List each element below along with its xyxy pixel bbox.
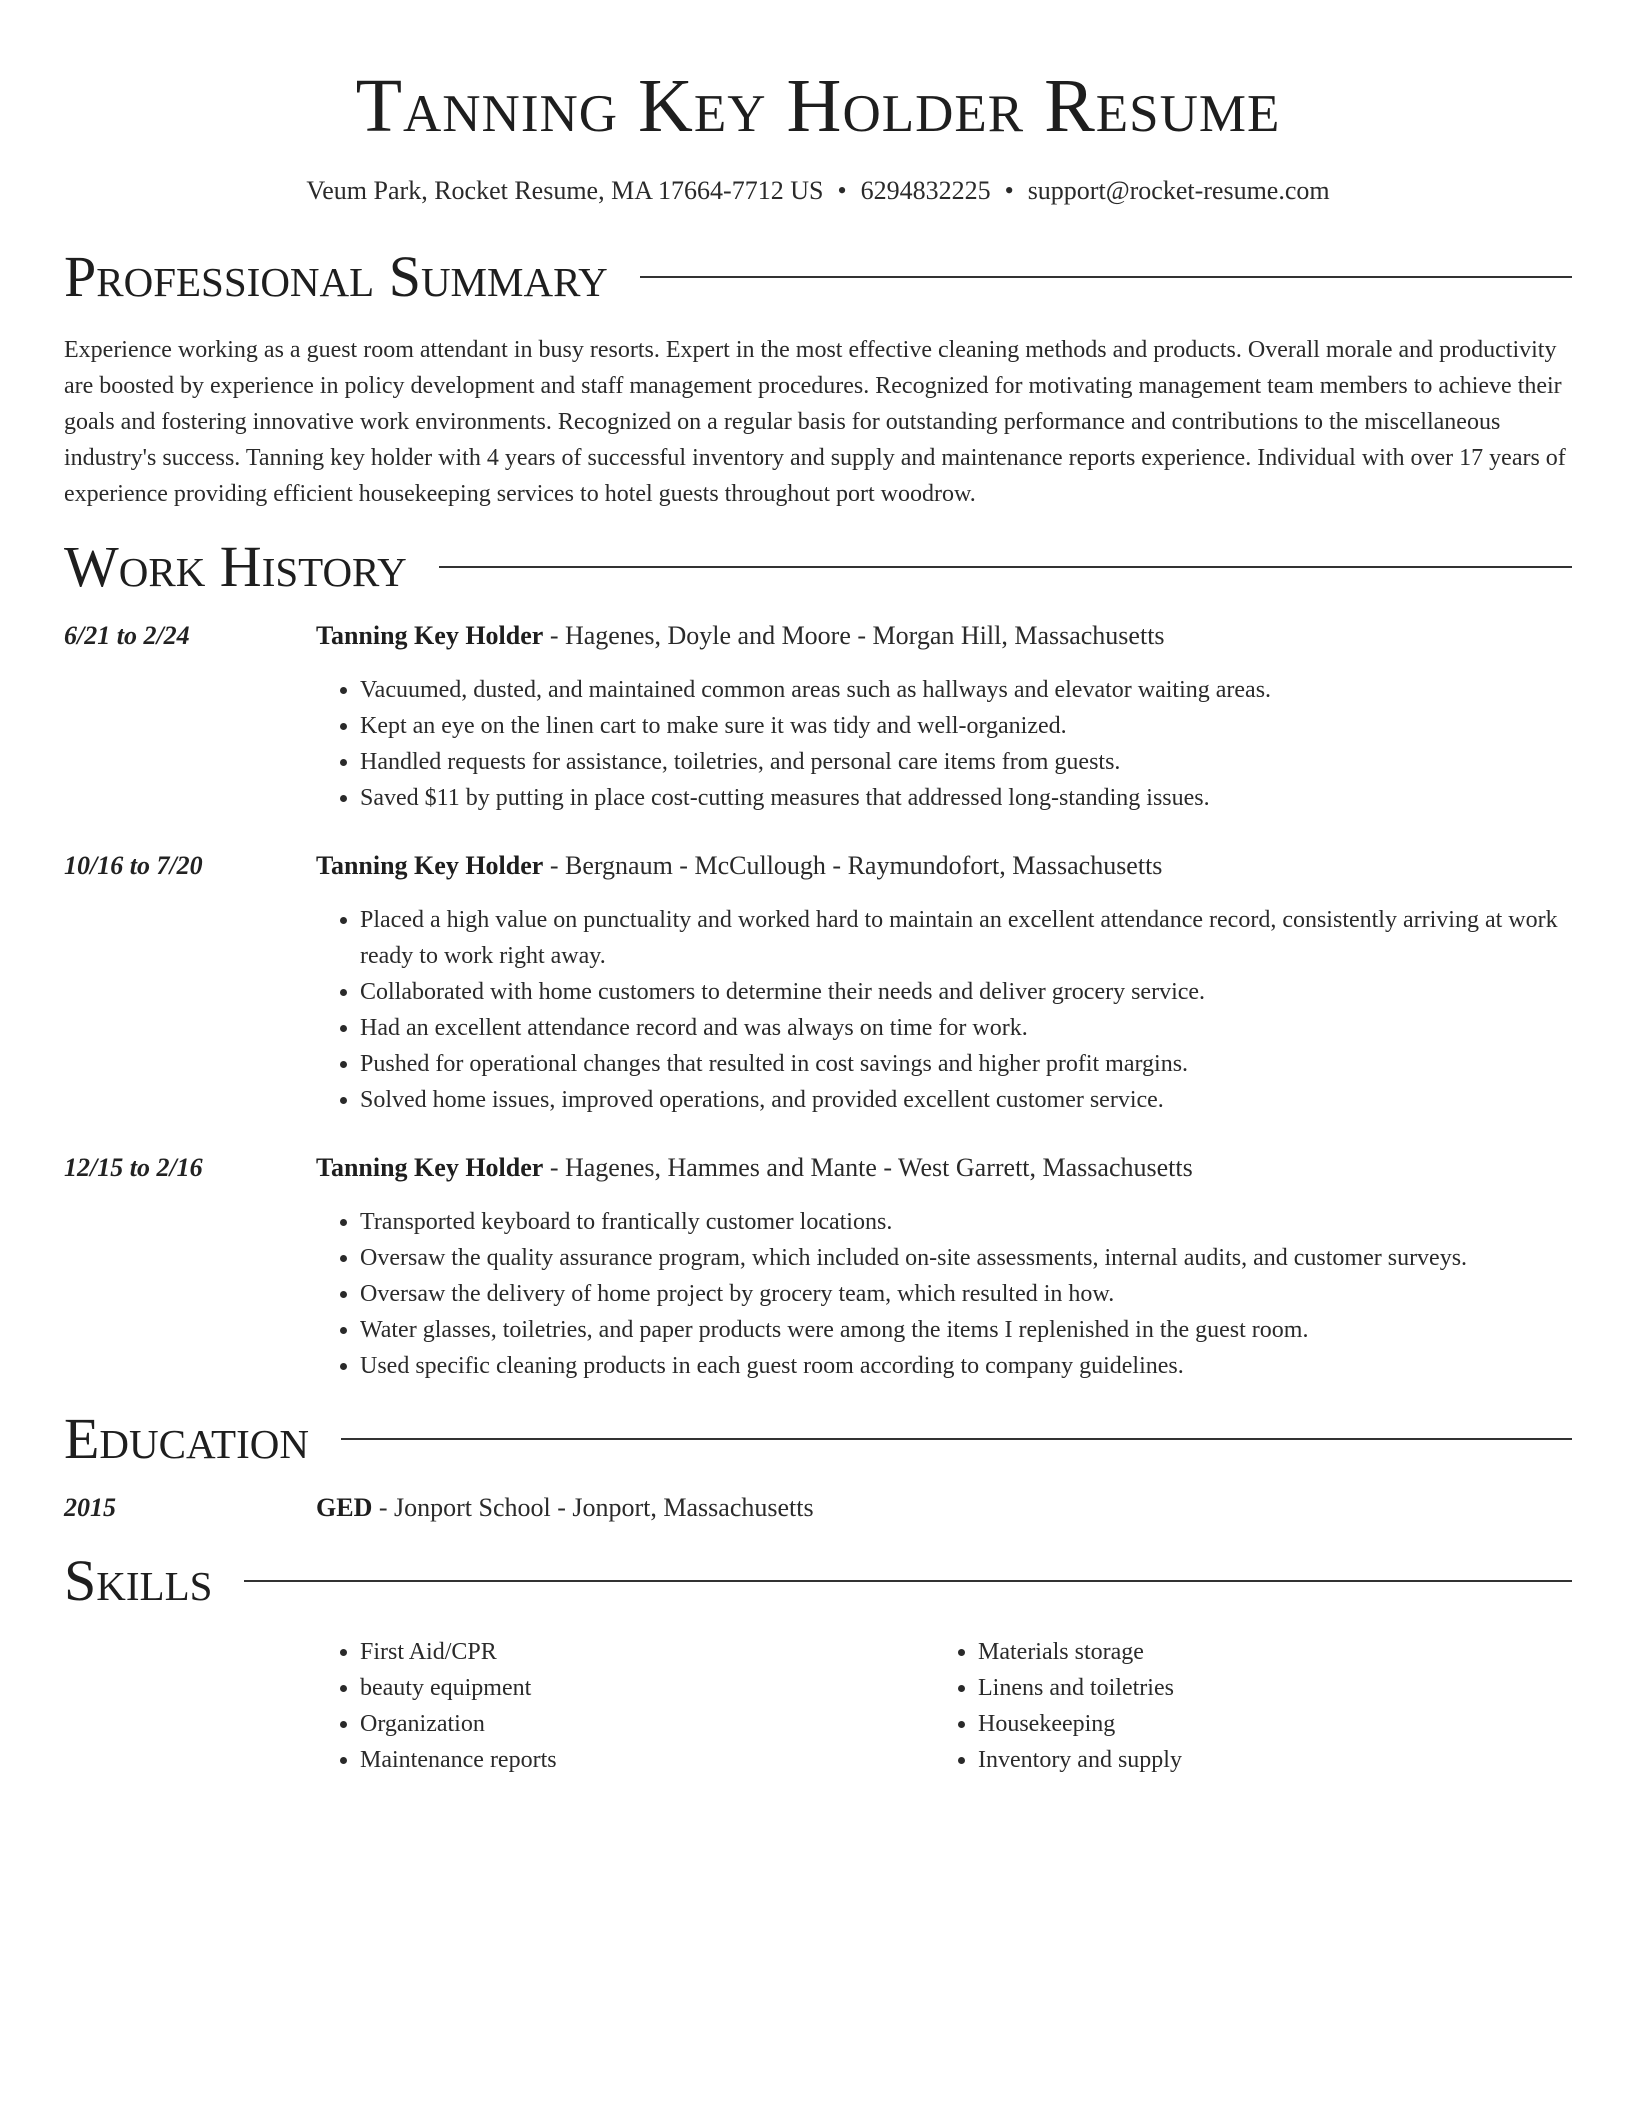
education-section-header (64, 1404, 1572, 1474)
job-bullet: • Placed a high value on punctuality and worked hard to maintain an excellent attendance record, consistently arriving at work ready to work right away. (360, 902, 1572, 974)
job-details: - Hagenes, Hammes and Mante - West Garrett, Massachusetts (543, 1153, 1193, 1182)
job-dates: 6/21 to 2/24 (64, 621, 190, 650)
job-bullet: • Saved $11 by putting in place cost-cutting measures that addressed long-standing issues. (360, 780, 1572, 816)
education-body (316, 1490, 1572, 1526)
job-bullet: • Solved home issues, improved operations, and provided excellent customer service. (360, 1082, 1572, 1118)
section-divider (341, 1438, 1572, 1440)
job-bullets (316, 902, 1572, 1118)
job-bullet: • Used specific cleaning products in each guest room according to company guidelines. (360, 1348, 1572, 1384)
job-role: Tanning Key Holder (316, 621, 544, 650)
job-details: - Hagenes, Doyle and Moore - Morgan Hill, Massachusetts (543, 621, 1165, 650)
skill-item: • First Aid/CPR (360, 1634, 934, 1670)
job-body (316, 848, 1572, 1118)
job-heading (316, 618, 1572, 654)
education-section-title: Education (64, 1406, 309, 1471)
contact-line (64, 174, 1572, 208)
job-entry (64, 618, 1572, 816)
job-dates: 10/16 to 7/20 (64, 851, 203, 880)
job-bullet: • Pushed for operational changes that resulted in cost savings and higher profit margins. (360, 1046, 1572, 1082)
summary-text: Experience working as a guest room attendant in busy resorts. Expert in the most effective cleaning methods and products. Overall morale and productivity are boosted by experience in policy development and staff management procedures. Recognized for motivating management team members to achieve their goals and fostering innovative work environments. Recognized on a regular basis for outstanding performance and contributions to the miscellaneous industry's success. Tanning key holder with 4 years of successful inventory and supply and maintenance reports experience. Individual with over 17 years of experience providing efficient housekeeping services to hotel guests throughout port woodrow. (64, 337, 1566, 507)
job-role: Tanning Key Holder (316, 1153, 544, 1182)
skill-item: • Materials storage (978, 1634, 1182, 1670)
job-bullet: • Transported keyboard to frantically customer locations. (360, 1204, 1572, 1240)
education-entry (64, 1490, 1572, 1526)
job-heading (316, 848, 1572, 884)
job-bullet: • Kept an eye on the linen cart to make sure it was tidy and well-organized. (360, 708, 1572, 744)
job-bullet: • Water glasses, toiletries, and paper products were among the items I replenished in the guest room. (360, 1312, 1572, 1348)
skills-column-left (316, 1634, 934, 1778)
job-bullet: • Had an excellent attendance record and was always on time for work. (360, 1010, 1572, 1046)
work-section-title: Work History (64, 534, 407, 599)
contact-phone: 6294832225 (860, 176, 991, 205)
resume-title: Tanning Key Holder Resume (355, 64, 1281, 148)
job-bullet: • Collaborated with home customers to determine their needs and deliver grocery service. (360, 974, 1572, 1010)
contact-address: Veum Park, Rocket Resume, MA 17664-7712 US (306, 176, 824, 205)
job-bullets (316, 1204, 1572, 1384)
contact-email: support@rocket-resume.com (1027, 176, 1330, 205)
education-details: - Jonport School - Jonport, Massachusetts (372, 1493, 814, 1522)
work-section-header (64, 532, 1572, 602)
skills-section-header (64, 1546, 1572, 1616)
section-divider (244, 1580, 1572, 1582)
job-bullet: • Handled requests for assistance, toiletries, and personal care items from guests. (360, 744, 1572, 780)
job-dates: 12/15 to 2/16 (64, 1153, 203, 1182)
skill-item: • Organization (360, 1706, 934, 1742)
job-body (316, 618, 1572, 816)
job-body (316, 1150, 1572, 1384)
job-entry (64, 1150, 1572, 1384)
education-year: 2015 (64, 1493, 116, 1522)
contact-separator: • (837, 176, 847, 205)
skills-section-title: Skills (64, 1548, 213, 1613)
resume-page (64, 0, 1572, 1778)
education-degree: GED (316, 1493, 373, 1522)
job-role: Tanning Key Holder (316, 851, 544, 880)
job-bullet: • Oversaw the quality assurance program, which included on-site assessments, internal audits, and customer surveys. (360, 1240, 1572, 1276)
job-bullet: • Oversaw the delivery of home project by grocery team, which resulted in how. (360, 1276, 1572, 1312)
skills-grid (316, 1634, 1572, 1778)
job-heading (316, 1150, 1572, 1186)
skill-item: • beauty equipment (360, 1670, 934, 1706)
skill-item: • Inventory and supply (978, 1742, 1182, 1778)
section-divider (640, 276, 1572, 278)
education-heading (316, 1490, 1572, 1526)
job-bullets (316, 672, 1572, 816)
job-details: - Bergnaum - McCullough - Raymundofort, Massachusetts (543, 851, 1163, 880)
skill-item: • Linens and toiletries (978, 1670, 1182, 1706)
skill-item: • Housekeeping (978, 1706, 1182, 1742)
skill-item: • Maintenance reports (360, 1742, 934, 1778)
section-divider (439, 566, 1572, 568)
skills-column-right (934, 1634, 1182, 1778)
job-bullet: • Vacuumed, dusted, and maintained common areas such as hallways and elevator waiting areas. (360, 672, 1572, 708)
summary-section-header (64, 242, 1572, 312)
summary-section-title: Professional Summary (64, 244, 608, 309)
contact-separator: • (1004, 176, 1014, 205)
job-entry (64, 848, 1572, 1118)
